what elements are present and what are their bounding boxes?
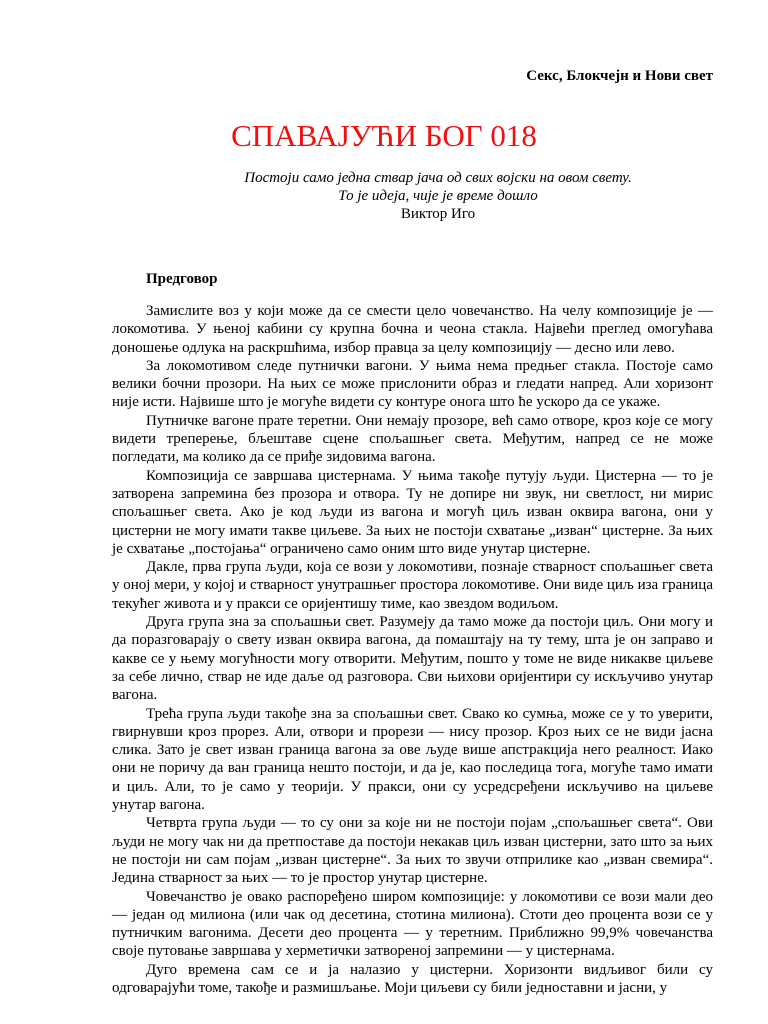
paragraph-3: Путничке вагоне прате теретни. Они немају прозоре, већ само отворе, кроз које се могу видети треперење, бљештаве сцене спољашњег света. Међутим, напред се не може погледати, ма колико да се приђе зидовима вагона.: [112, 412, 713, 466]
epigraph-line-2: То је идеја, чије је време дошло: [338, 188, 538, 204]
paragraph-8: Четврта група људи — то су они за које ни не постоји појам „спољашњег света“. Ови људи не могу чак ни да претпоставе да постоји некакав циљ изван цистерни, зато што за њих не постоји ни сам појам „изван цистерне“. За њих то звучи отприлике као „изван свемира“. Једина стварност за њих — то је простор унутар цистерне.: [112, 815, 713, 887]
body-text: [112, 302, 713, 997]
paragraph-2: За локомотивом следе путнички вагони. У њима нема предњег стакла. Постоје само велики бочни прозори. На њих се може прислонити образ и гледати напред. Али хоризонт није исти. Највише што је могуће видети су контуре онога што ће ускоро да се укаже.: [112, 357, 713, 411]
paragraph-1: Замислите воз у који може да се смести цело човечанство. На челу композиције је — локомотива. У њеној кабини су крупна бочна и чеона стакла. Највећи преглед омогућава доношење одлука на раскршћима, избор правца за целу композицију — десно или лево.: [112, 303, 713, 356]
epigraph-author: Виктор Иго: [400, 206, 476, 222]
paragraph-9: Човечанство је овако распоређено широм композиције: у локомотиви се вози мали део — један од милиона (или чак од десетина, стотина милиона). Стоти део процента вози се у путничким вагонима. Десети део процента — у теретним. Приближно 99,9% човечанства своје путовање завршава у херметички затвореној запремини — у цистернама.: [112, 888, 713, 960]
running-header: Секс, Блокчејн и Нови свет: [526, 68, 713, 84]
paragraph-4: Композиција се завршава цистернама. У њима такође путују људи. Цистерна — то је затворена запремина без прозора и отвора. Ту не допире ни звук, ни светлост, ни мирис спољашњег света. Ако је код људи из вагона и могућ циљ изван оквира вагона, они у цистерни не могу имати такве циљеве. За њих не постоји схватање „изван“ цистерне. За њих је схватање „постојања“ ограничено само оним што виде унутар цистерне.: [112, 467, 713, 557]
paragraph-5: Дакле, прва група људи, која се вози у локомотиви, познаје стварност спољашњег света у оној мери, у којој и стварност унутрашњег простора локомотиве. Они виде циљ иза граница текућег живота и у пракси се оријентишу тиме, као звездом водиљом.: [112, 559, 713, 612]
document-title: СПАВАЈУЋИ БОГ 018: [231, 118, 537, 153]
paragraph-10: Дуго времена сам се и ја налазио у цистерни. Хоризонти видљивог били су одговарајући томе, такође и размишљање. Моји циљеви су били једноставни и јасни, у: [112, 961, 713, 996]
epigraph-line-1: Постоји само једна ствар јача од свих војски на овом свету.: [244, 170, 632, 186]
paragraph-7: Трећа група људи такође зна за спољашњи свет. Свако ко сумња, може се у то уверити, гвирнувши кроз прорез. Али, отвори и прорези — нису прозор. Кроз њих се не види јасна слика. Зато је свет изван граница вагона за ове људе више апстракција него реалност. Иако они не поричу да ван граница нешто постоји, и да је, као последица тога, могуће тамо имати и циљ. Али, то је само у теорији. У пракси, они су усредсређени искључиво на циљеве унутар вагона.: [112, 705, 713, 814]
epigraph: [140, 169, 736, 223]
paragraph-6: Друга група зна за спољашњи свет. Разумеју да тамо може да постоји циљ. Они могу и да поразговарају о свету изван оквира вагона, да помаштају на ту тему, шта је он заправо и какве се у њему могућности могу отворити. Међутим, пошто у томе не виде никакве циљеве за себе лично, ствар не иде даље од разговора. Сви њихови оријентири су искључиво унутар вагона.: [112, 614, 713, 704]
section-heading: Предговор: [146, 271, 218, 287]
